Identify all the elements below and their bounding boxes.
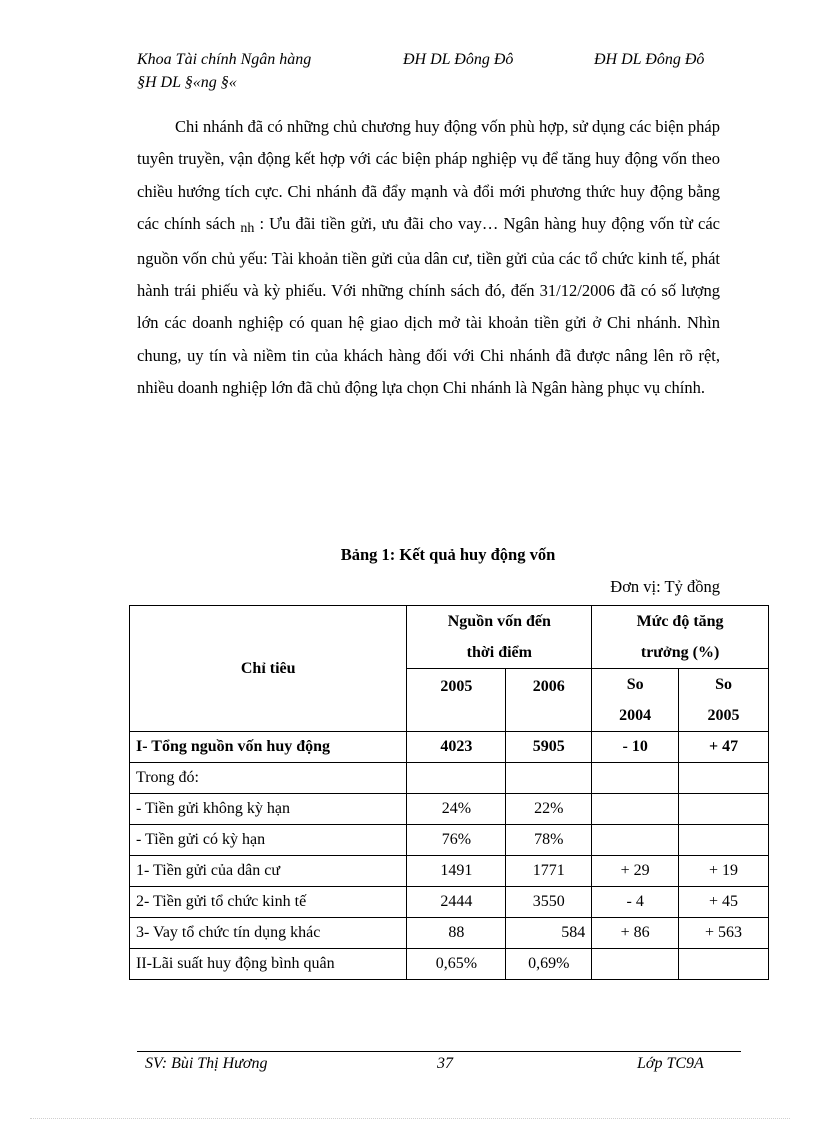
row-value-2006: 5905 bbox=[506, 732, 592, 763]
table-row bbox=[130, 918, 769, 949]
paragraph-subscript: nh bbox=[240, 221, 255, 237]
row-value-2005: 88 bbox=[407, 918, 506, 949]
row-growth-2005: + 47 bbox=[679, 732, 769, 763]
row-value-2006: 584 bbox=[506, 918, 592, 949]
row-growth-2005 bbox=[679, 794, 769, 825]
table-row bbox=[130, 887, 769, 918]
header-capital-line1: Nguồn vốn đến bbox=[447, 613, 551, 630]
row-value-2005: 2444 bbox=[407, 887, 506, 918]
table-header-row bbox=[130, 606, 769, 669]
row-growth-2004 bbox=[592, 763, 679, 794]
row-growth-2004: + 86 bbox=[592, 918, 679, 949]
row-growth-2004: + 29 bbox=[592, 856, 679, 887]
row-value-2006: 1771 bbox=[506, 856, 592, 887]
row-label: - Tiền gửi có kỳ hạn bbox=[130, 825, 407, 856]
header-vs-2004 bbox=[592, 669, 679, 732]
table-row bbox=[130, 763, 769, 794]
table-row bbox=[130, 856, 769, 887]
row-growth-2004: - 4 bbox=[592, 887, 679, 918]
header-year-2006: 2006 bbox=[506, 669, 592, 732]
footer-rule bbox=[137, 1051, 741, 1052]
row-label: Trong đó: bbox=[130, 763, 407, 794]
row-label: 3- Vay tổ chức tín dụng khác bbox=[130, 918, 407, 949]
row-growth-2005: + 563 bbox=[679, 918, 769, 949]
header-growth-line2: trưởng (%) bbox=[640, 644, 720, 661]
table-caption: Bảng 1: Kết quả huy động vốn bbox=[340, 545, 556, 564]
table-unit: Đơn vị: Tỷ đồng bbox=[610, 577, 720, 596]
row-growth-2005 bbox=[679, 825, 769, 856]
row-growth-2005 bbox=[679, 949, 769, 980]
row-value-2006: 0,69% bbox=[506, 949, 592, 980]
row-growth-2004: - 10 bbox=[592, 732, 679, 763]
table-row bbox=[130, 732, 769, 763]
row-value-2005 bbox=[407, 763, 506, 794]
header-capital bbox=[407, 606, 592, 669]
row-growth-2005 bbox=[679, 763, 769, 794]
header-growth-line1: Mức độ tăng bbox=[636, 613, 724, 630]
paragraph-part-2: : Ưu đãi tiền gửi, ưu đãi cho vay… Ngân hàng huy động vốn từ các nguồn vốn chủ yếu: Tài khoản tiền gửi của dân cư, tiền gửi của các tổ chức kinh tế, phát hành trái phiếu và kỳ phiếu. Với những chính sách đó, đến 31/12/2006 đã có số lượng lớn các doanh nghiệp có quan hệ giao dịch mở tài khoản tiền gửi ở Chi nhánh. Nhìn chung, uy tín và niềm tin của khách hàng đối với Chi nhánh đã được nâng lên rõ rệt, nhiều doanh nghiệp lớn đã chủ động lựa chọn Chi nhánh là Ngân hàng phục vụ chính. bbox=[137, 214, 721, 398]
footer-page-number: 37 bbox=[437, 1055, 453, 1072]
row-value-2005: 76% bbox=[407, 825, 506, 856]
header-growth bbox=[592, 606, 769, 669]
row-growth-2004 bbox=[592, 794, 679, 825]
table-row bbox=[130, 794, 769, 825]
row-value-2006: 22% bbox=[506, 794, 592, 825]
header-year-2005: 2005 bbox=[407, 669, 506, 732]
row-value-2005: 4023 bbox=[407, 732, 506, 763]
row-value-2006 bbox=[506, 763, 592, 794]
header-vs-2004-line1: So bbox=[626, 676, 644, 693]
header-department: Khoa Tài chính Ngân hàng bbox=[137, 51, 312, 68]
header-garbled-text: §H DL §«ng §« bbox=[137, 74, 237, 91]
row-label: I- Tổng nguồn vốn huy động bbox=[130, 732, 407, 763]
row-value-2005: 24% bbox=[407, 794, 506, 825]
row-value-2005: 1491 bbox=[407, 856, 506, 887]
header-capital-line2: thời điểm bbox=[466, 644, 532, 661]
row-label: - Tiền gửi không kỳ hạn bbox=[130, 794, 407, 825]
footer-class: Lớp TC9A bbox=[637, 1055, 704, 1072]
header-vs-2005-line2: 2005 bbox=[707, 707, 740, 724]
footer-student: SV: Bùi Thị Hương bbox=[145, 1055, 268, 1072]
table-row bbox=[130, 825, 769, 856]
page-bottom-dotted-line bbox=[30, 1118, 790, 1119]
header-university: ĐH DL Đông Đô bbox=[403, 51, 514, 68]
header-university-repeat: ĐH DL Đông Đô bbox=[594, 51, 705, 68]
table-row bbox=[130, 949, 769, 980]
capital-mobilization-table bbox=[129, 605, 769, 980]
row-label: II-Lãi suất huy động bình quân bbox=[130, 949, 407, 980]
header-vs-2005-line1: So bbox=[715, 676, 732, 693]
row-value-2006: 3550 bbox=[506, 887, 592, 918]
paragraph-part-1: Chi nhánh đã có những chủ chương huy động vốn phù hợp, sử dụng các biện pháp tuyên truyền, vận động kết hợp với các biện pháp nghiệp vụ để tăng huy động vốn theo chiều hướng tích cực. Chi nhánh đã đẩy mạnh và đổi mới phương thức huy động bằng các chính sách bbox=[137, 117, 720, 234]
row-growth-2004 bbox=[592, 949, 679, 980]
row-growth-2005: + 19 bbox=[679, 856, 769, 887]
header-vs-2004-line2: 2004 bbox=[619, 707, 652, 724]
header-indicator: Chỉ tiêu bbox=[130, 606, 407, 732]
row-growth-2005: + 45 bbox=[679, 887, 769, 918]
row-label: 1- Tiền gửi của dân cư bbox=[130, 856, 407, 887]
header-vs-2005 bbox=[679, 669, 769, 732]
row-value-2005: 0,65% bbox=[407, 949, 506, 980]
row-label: 2- Tiền gửi tổ chức kinh tế bbox=[130, 887, 407, 918]
row-growth-2004 bbox=[592, 825, 679, 856]
row-value-2006: 78% bbox=[506, 825, 592, 856]
body-paragraph bbox=[137, 111, 720, 405]
